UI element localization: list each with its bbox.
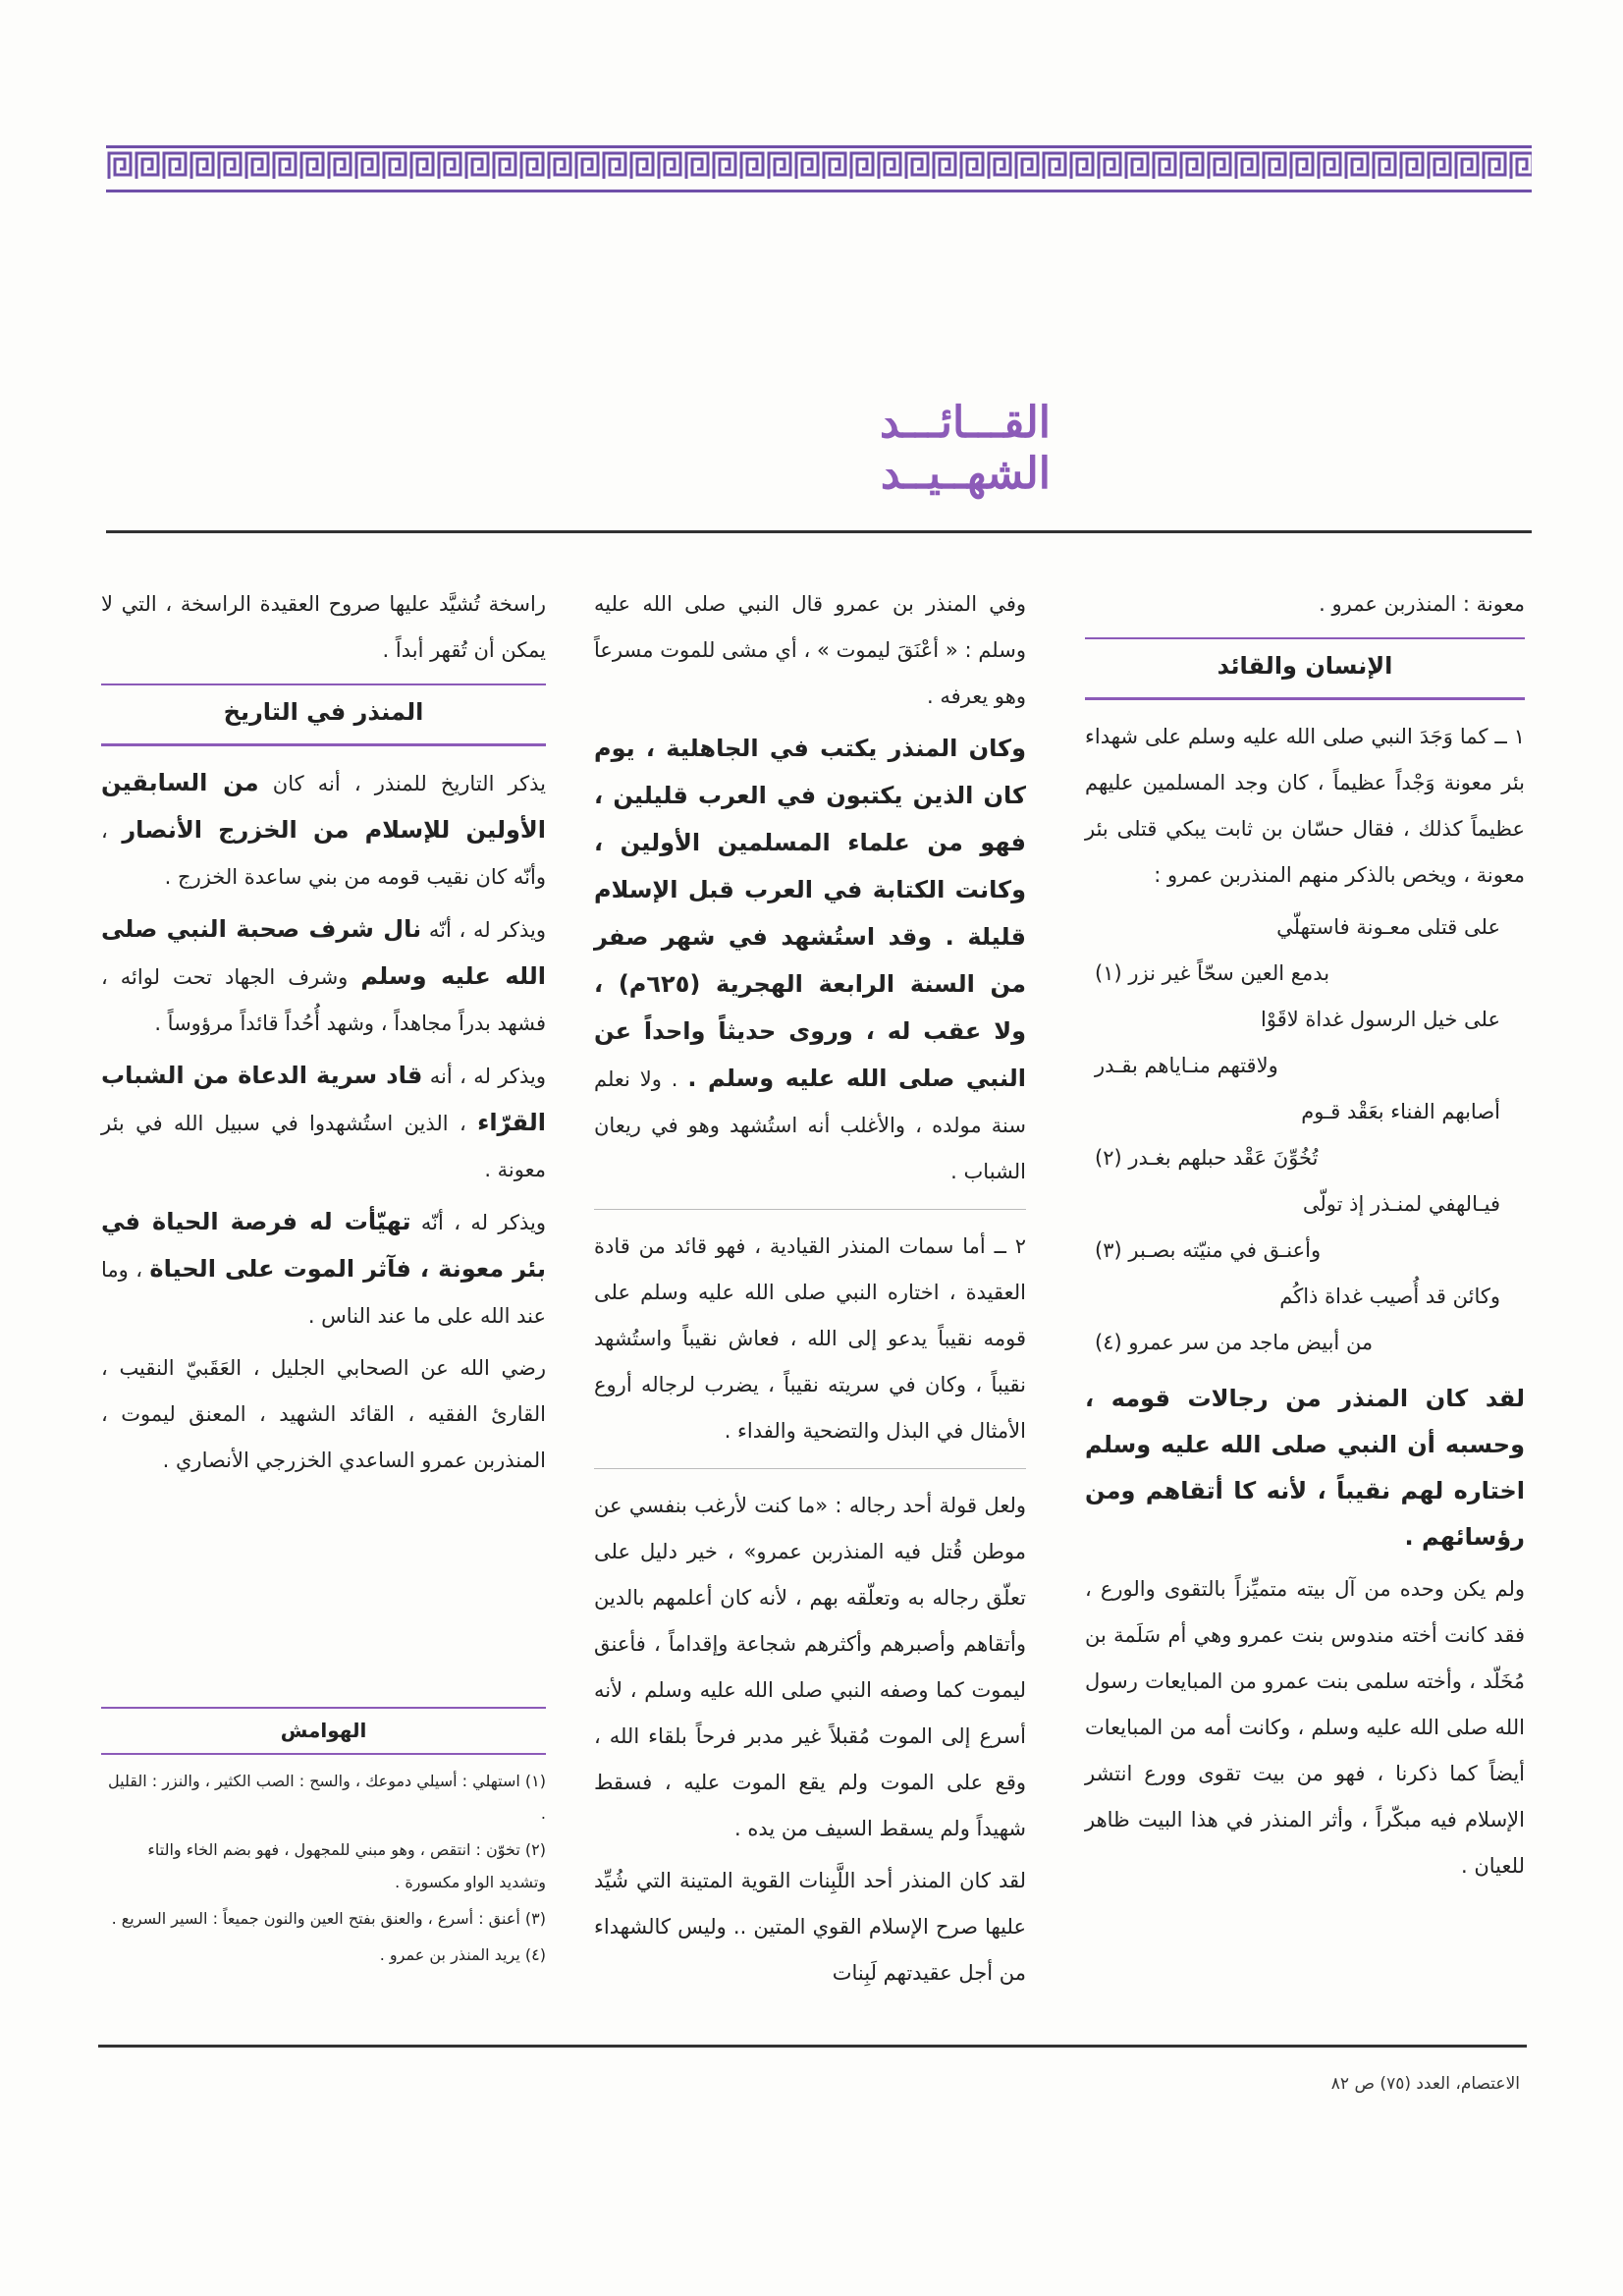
hemistich: ولاقتهم منـاياهم بقـدر xyxy=(1095,1054,1278,1077)
highlighted-text: من السابقين الأولين للإسلام من الخزرج الأنصار xyxy=(101,769,546,844)
paragraph: ١ ــ كما وَجَدَ النبي صلى الله عليه وسلم على شهداء بئر معونة وَجْداً عظيماً ، كان وجد المسلمين عليهم عظيماً كذلك ، فقال حسّان بن ثابت يبكي قتلى بئر معونة ، ويخص بالذكر منهم المنذربن عمرو : xyxy=(1085,725,1525,887)
hemistich: وأعنـق في منيّته بصـبر (٣) xyxy=(1095,1238,1322,1262)
poem-verse xyxy=(1085,1274,1500,1366)
left-column xyxy=(101,581,546,1490)
title-line-2: الشهــيــد xyxy=(880,449,1051,499)
hemistich: وكائن قد أُصيب غداة ذاكُم xyxy=(1279,1285,1500,1308)
right-column xyxy=(1085,581,1525,1895)
paragraph: ٢ ــ أما سمات المنذر القيادية ، فهو قائد من قادة العقيدة ، اختاره النبي صلى الله عليه وسلم على قومه نقيباً يدعو إلى الله ، فعاش نقيباً واستُشهد نقيباً ، وكان في سريته نقيباً ، يضرب لرجاله أروع الأمثال في البذل والتضحية والفداء . xyxy=(594,1234,1026,1443)
footnote: (٤) يريد المنذر بن عمرو . xyxy=(379,1945,546,1964)
text: ويذكر له ، أنه xyxy=(429,1065,546,1088)
footnotes-title: الهوامش xyxy=(101,1707,546,1755)
poem-verse xyxy=(1085,1089,1500,1181)
hemistich: أصابهم الفناء بعَقْد قـوم xyxy=(1301,1100,1500,1123)
poem-verse xyxy=(1085,997,1500,1089)
highlighted-text: نال شرف صحبة النبي صلى الله عليه وسلم xyxy=(101,915,546,990)
decorative-fret-band xyxy=(106,145,1532,192)
highlighted-text: تهيّأت له فرصة الحياة في بئر معونة ، فآثر الموت على الحياة xyxy=(101,1208,546,1283)
paragraph: راسخة تُشيَّد عليها صروح العقيدة الراسخة ، التي لا يمكن أن تُقهر أبداً . xyxy=(101,592,546,662)
article-title xyxy=(776,398,1051,500)
footnote: (٣) أعنق : أسرع ، والعنق بفتح العين والنون جميعاً : السير السريع . xyxy=(111,1909,546,1928)
section-heading-human-leader: الإنسان والقائد xyxy=(1085,637,1525,700)
poem xyxy=(1085,904,1525,1366)
paragraph: لقد كان المنذر أحد اللَّبِنات القوية المتينة التي شُيِّد عليها صرح الإسلام القوي المتين .. وليس كالشهداء من أجل عقيدتهم لَبِنات xyxy=(594,1869,1026,1985)
footer-divider xyxy=(98,2045,1527,2048)
paragraph: وفي المنذر بن عمرو قال النبي صلى الله عليه وسلم : « أعْنَقَ ليموت » ، أي مشى للموت مسرعاً وهو يعرفه . xyxy=(594,592,1026,708)
footnote: (٢) تخوّن : انتقص ، وهو مبني للمجهول ، فهو بضم الخاء والتاء وتشديد الواو مكسورة . xyxy=(147,1840,546,1891)
text: ويذكر له ، أنّه xyxy=(428,918,546,942)
hemistich: فيـالهفي لمنـذر إذ تولّى xyxy=(1302,1192,1500,1216)
hemistich: تُخُوِّنَ عَقْد حبلهم بغـدر (٢) xyxy=(1095,1146,1319,1170)
title-divider xyxy=(106,530,1532,533)
text: ، وما عند الله على ما عند الناس . xyxy=(101,1258,546,1328)
intro-line: معونة : المنذربن عمرو . xyxy=(1319,592,1525,616)
hemistich: على قتلى معـونة فاستهلّي xyxy=(1276,915,1500,939)
poem-verse xyxy=(1085,904,1500,997)
highlighted-text: وكان المنذر يكتب في الجاهلية ، يوم كان الذين يكتبون في العرب قليلين ، فهو من علماء المسلمين الأولين ، وكانت الكتابة في العرب قبل الإسلام قليلة . وقد استُشهد في شهر صفر من السنة الرابعة الهجرية (٦٢٥م) ، ولا عقب له ، وروى حديثاً واحداً عن النبي صلى الله عليه وسلم . xyxy=(594,735,1026,1092)
hemistich: بدمع العين سحّاً غير نزر (١) xyxy=(1095,961,1330,985)
paragraph: ولم يكن وحده من آل بيته متميِّزاً بالتقوى والورع ، فقد كانت أخته مندوس بنت عمرو وهي أم سَلَمة بن مُخَلّد ، وأخته سلمى بنت عمرو من المبايعات رسول الله صلى الله عليه وسلم ، وكانت أمه من المبايعات أيضاً كما ذكرنا ، فهو من بيت تقوى وورع انتشر الإسلام فيه مبكّراً ، وأثر المنذر في هذا البيت ظاهر للعيان . xyxy=(1085,1577,1525,1878)
hemistich: من أبيض ماجد من سر عمرو (٤) xyxy=(1095,1331,1374,1354)
section-heading-history: المنذر في التاريخ xyxy=(101,683,546,746)
fret-pattern-icon xyxy=(106,148,1532,184)
paragraph: ولعل قولة أحد رجاله : «ما كنت لأرغب بنفسي عن موطن قُتل فيه المنذربن عمرو» ، خير دليل على تعلّق رجاله به وتعلّقه بهم ، لأنه كان أعلمهم بالدين وأتقاهم وأصبرهم وأكثرهم شجاعة وإقداماً ، فأعنق ليموت كما وصفه النبي صلى الله عليه وسلم ، لأنه أسرع إلى الموت مُقبلاً غير مدبر فرحاً بلقاء الله ، وقع على الموت ولم يقع الموت عليه ، فسقط شهيداً ولم يسقط السيف من يده . xyxy=(594,1494,1026,1840)
text: ، وأنّه كان نقيب قومه من بني ساعدة الخزرج . xyxy=(101,819,546,889)
text: ، الذين استُشهدوا في سبيل الله في بئر معونة . xyxy=(101,1112,546,1181)
hemistich: على خيل الرسول غداة لاقَوْا xyxy=(1261,1008,1500,1031)
footnotes xyxy=(101,1707,546,1975)
highlighted-paragraph: لقد كان المنذر من رجالات قومه ، وحسبه أن النبي صلى الله عليه وسلم اختاره لهم نقيباً ، لأنه كا أتقاهم ومن رؤسائهم . xyxy=(1085,1385,1525,1551)
text: وشرف الجهاد تحت لوائه ، فشهد بدراً مجاهداً ، وشهد أُحُداً قائداً مرؤوساً . xyxy=(101,965,546,1035)
paragraph: رضي الله عن الصحابي الجليل ، العَقَبيّ النقيب ، القارئ الفقيه ، القائد الشهيد ، المعنق ليموت ، المنذربن عمرو الساعدي الخزرجي الأنصاري . xyxy=(101,1356,546,1472)
page-footer: الاعتصام، العدد (٧٥) ص ٨٢ xyxy=(1330,2074,1520,2094)
paragraph-tail: . ولا نعلم سنة مولده ، والأغلب أنه استُشهد وهو في ريعان الشباب . xyxy=(594,1067,1026,1183)
text: يذكر التاريخ للمنذر ، أنه كان xyxy=(272,772,546,795)
middle-column xyxy=(594,581,1026,2002)
footnote: (١) استهلي : أسيلي دموعك ، والسح : الصب الكثير ، والنزر : القليل . xyxy=(108,1772,546,1823)
title-line-1: القـــائـــد xyxy=(880,398,1051,448)
poem-verse xyxy=(1085,1181,1500,1274)
highlighted-text: قاد سرية الدعاة من الشباب القرّاء xyxy=(101,1062,546,1136)
text: ويذكر له ، أنّه xyxy=(420,1211,546,1234)
divider xyxy=(594,1468,1026,1469)
divider xyxy=(594,1209,1026,1210)
